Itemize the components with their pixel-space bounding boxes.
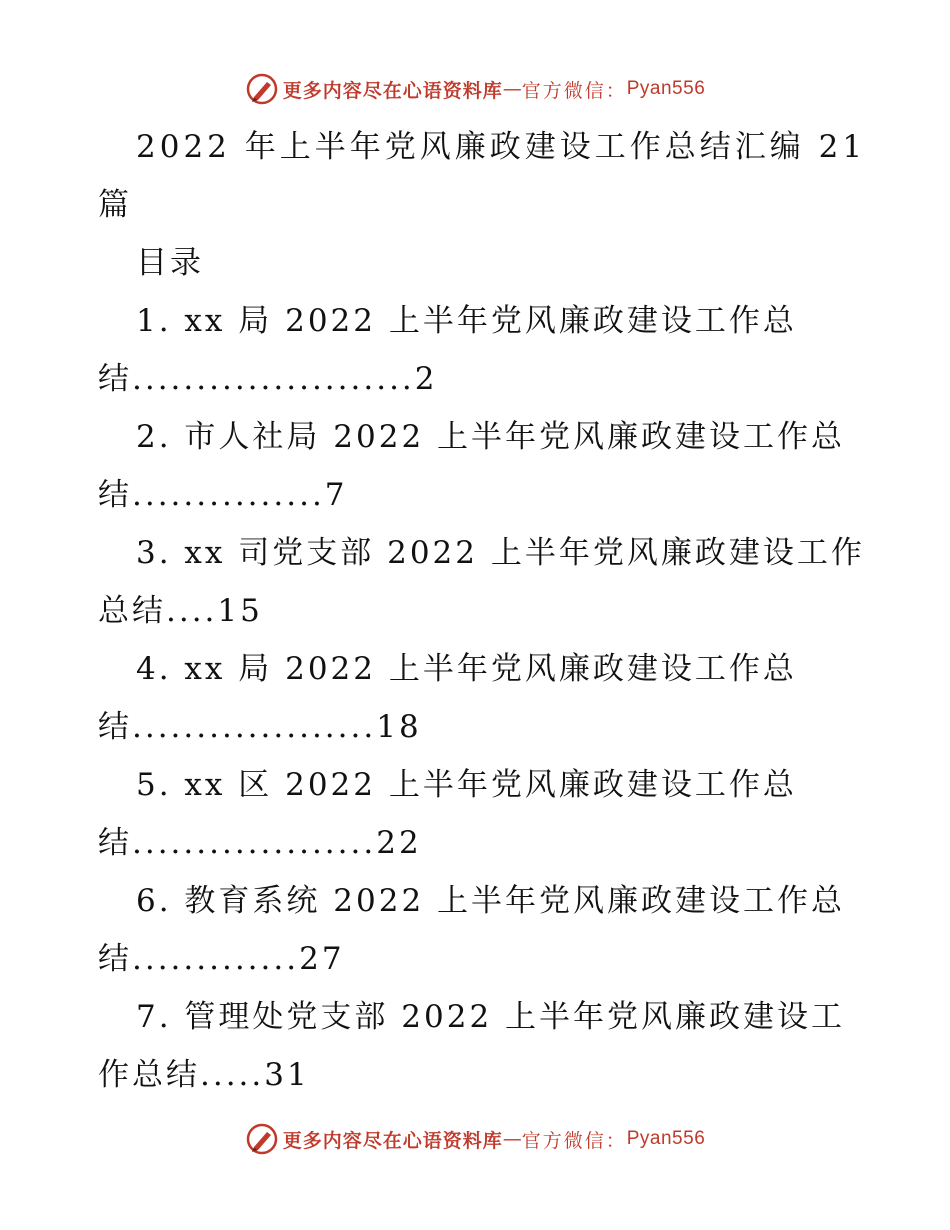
document-title-continued: 篇 [98, 187, 133, 223]
toc-item-2-page[interactable]: 结...............7 [98, 477, 348, 513]
toc-item-1-page[interactable]: 结......................2 [98, 361, 438, 397]
banner-wechat-id: Pyan556 [626, 1128, 706, 1149]
toc-item-6-title[interactable]: 6. 教育系统 2022 上半年党风廉政建设工作总 [136, 883, 846, 919]
pen-logo-icon [245, 72, 279, 106]
header-banner [0, 72, 950, 106]
banner-wechat-label: 官方微信： [521, 79, 627, 102]
banner-text: 更多内容尽在心语资料库 [282, 1129, 503, 1152]
toc-item-4-title[interactable]: 4. xx 局 2022 上半年党风廉政建设工作总 [136, 651, 797, 687]
toc-item-6-page[interactable]: 结.............27 [98, 941, 345, 977]
document-body [98, 118, 878, 1104]
banner-wechat-id: Pyan556 [626, 78, 706, 99]
toc-item-7-title[interactable]: 7. 管理处党支部 2022 上半年党风廉政建设工 [136, 999, 846, 1035]
footer-banner [0, 1122, 950, 1156]
toc-item-1-title[interactable]: 1. xx 局 2022 上半年党风廉政建设工作总 [136, 303, 797, 339]
toc-item-3-page[interactable]: 总结....15 [98, 593, 263, 629]
banner-separator: — [502, 78, 522, 100]
banner-text: 更多内容尽在心语资料库 [282, 79, 503, 102]
pen-logo-icon [245, 1122, 279, 1156]
toc-item-5-page[interactable]: 结...................22 [98, 825, 422, 861]
toc-item-4-page[interactable]: 结...................18 [98, 709, 422, 745]
toc-item-5-title[interactable]: 5. xx 区 2022 上半年党风廉政建设工作总 [136, 767, 797, 803]
toc-item-7-page[interactable]: 作总结.....31 [98, 1057, 310, 1093]
toc-heading: 目录 [136, 245, 204, 281]
document-title: 2022 年上半年党风廉政建设工作总结汇编 21 [136, 129, 867, 165]
toc-item-2-title[interactable]: 2. 市人社局 2022 上半年党风廉政建设工作总 [136, 419, 846, 455]
banner-separator: — [502, 1128, 522, 1150]
toc-item-3-title[interactable]: 3. xx 司党支部 2022 上半年党风廉政建设工作 [136, 535, 865, 571]
banner-wechat-label: 官方微信： [521, 1129, 627, 1152]
